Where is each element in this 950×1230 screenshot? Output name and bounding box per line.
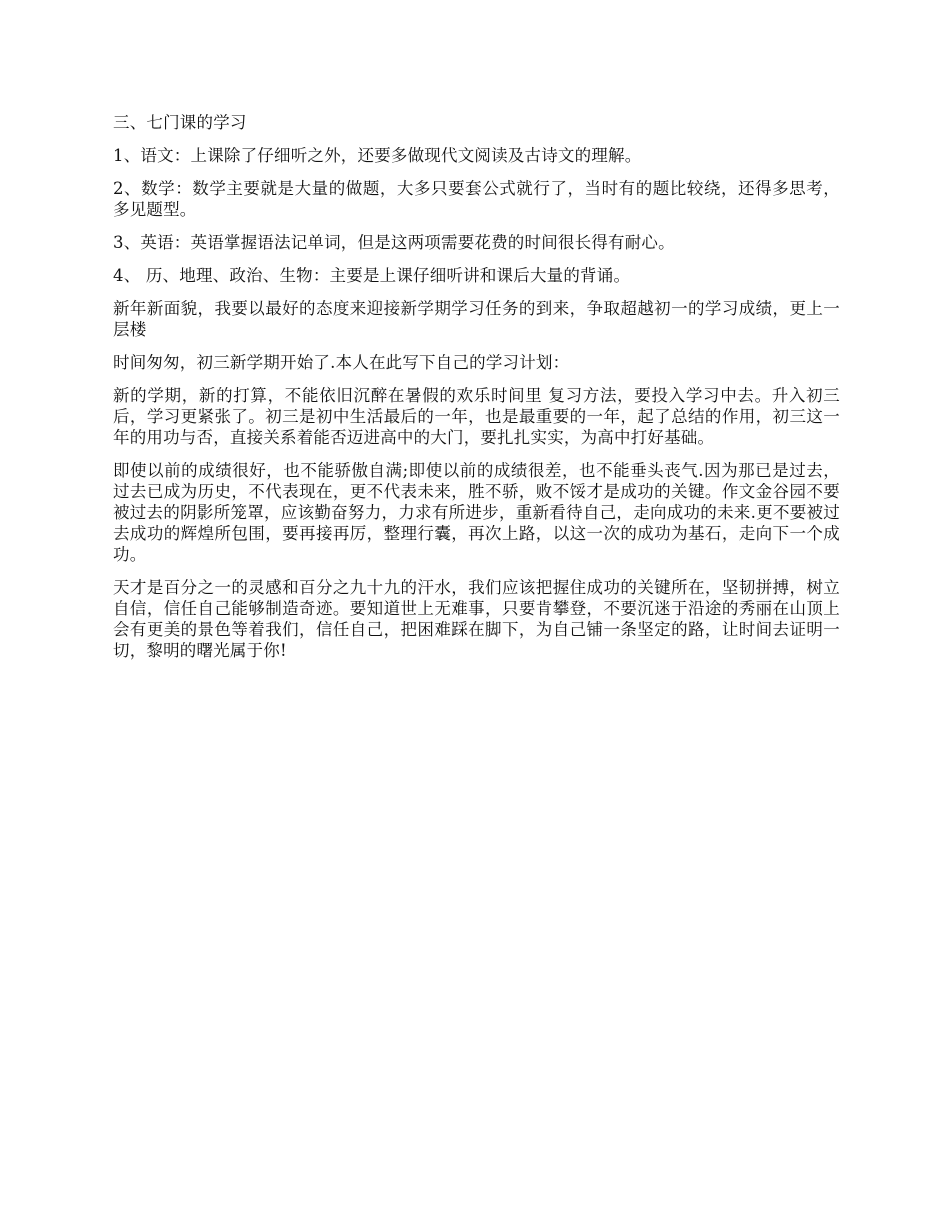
paragraph-plan-intro: 时间匆匆，初三新学期开始了.本人在此写下自己的学习计划： [113,353,570,372]
paragraph-genius: 天才是百分之一的灵感和百分之九十九的汗水，我们应该把握住成功的关键所在，坚韧拼搏，树立自信，信任自己能够制造奇迹。要知道世上无难事，只要肯攀登，不要沉迷于沿途的秀丽在山顶上会有更美的景色等着我们，信任自己，把困难踩在脚下，为自己铺一条坚定的路，让时间去证明一切，黎明的曙光属于你! [113,578,840,660]
document-page [113,112,840,673]
paragraph-new-semester: 新的学期，新的打算，不能依旧沉醉在暑假的欢乐时间里 复习方法，要投入学习中去。升入初三后，学习更紧张了。初三是初中生活最后的一年，也是最重要的一年，起了总结的作用，初三这一年的用功与否，直接关系着能否迈进高中的大门，要扎扎实实，为高中打好基础。 [113,386,840,447]
paragraph-english: 3、英语：英语掌握语法记单词，但是这两项需要花费的时间很长得有耐心。 [113,233,675,252]
paragraph-chinese: 1、语文：上课除了仔细听之外，还要多做现代文阅读及古诗文的理解。 [113,146,642,165]
paragraph-math: 2、数学：数学主要就是大量的做题，大多只要套公式就行了，当时有的题比较绕，还得多思考，多见题型。 [113,179,840,219]
paragraph-other-subjects: 4、 历、地理、政治、生物：主要是上课仔细听讲和课后大量的背诵。 [113,266,631,285]
paragraph-past-results: 即使以前的成绩很好，也不能骄傲自满;即使以前的成绩很差，也不能垂头丧气.因为那已是过去，过去已成为历史，不代表现在，更不代表未来，胜不骄，败不馁才是成功的关键。作文金谷园不要被过去的阴影所笼罩，应该勤奋努力，力求有所进步，重新看待自己，走向成功的未来.更不要被过去成功的辉煌所包围，要再接再厉，整理行囊，再次上路，以这一次的成功为基石，走向下一个成功。 [113,461,840,564]
section-heading: 三、七门课的学习 [113,113,247,132]
paragraph-new-year: 新年新面貌，我要以最好的态度来迎接新学期学习任务的到来，争取超越初一的学习成绩，更上一层楼 [113,299,840,339]
